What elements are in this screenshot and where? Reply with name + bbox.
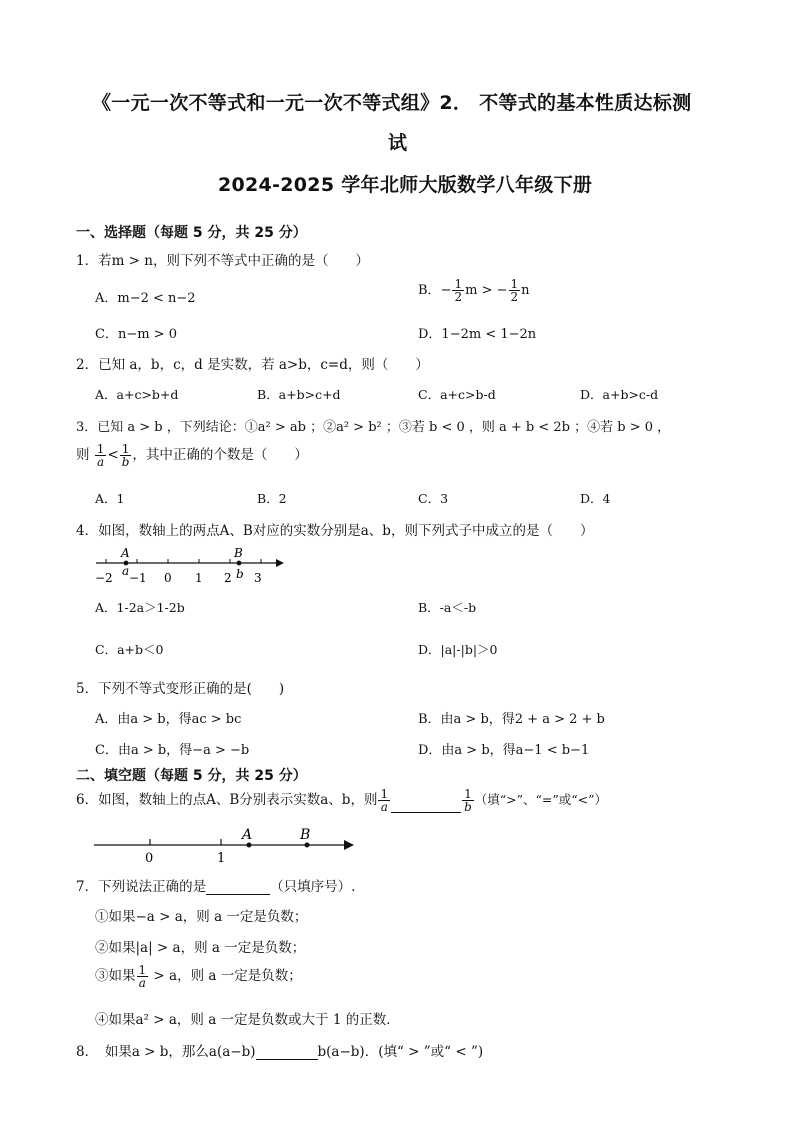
tick-label: 3 — [254, 571, 262, 585]
point-a-label: A — [242, 827, 253, 843]
question-5-option-c[interactable]: C．由a > b，得−a > −b — [95, 743, 250, 758]
tick-label: 1 — [217, 851, 226, 866]
question-4-stem: 4．如图，数轴上的两点A、B对应的实数分别是a、b，则下列式子中成立的是（ ） — [76, 523, 594, 539]
question-3-stem-line2: 则 $\frac{1}{a}$ < $\frac{1}{b}$ ，其中正确的个数是（ ） — [76, 442, 308, 469]
question-4-option-b[interactable]: B．-a＜-b — [418, 600, 477, 615]
question-1-option-b[interactable]: B．− $\frac{1}{2}$ m > − $\frac{1}{2}$ n — [418, 277, 530, 304]
question-3-stem: 3．已知 a > b ，下列结论：①a² > ab ；②a² > b² ；③若 b < 0 ，则 a + b < 2b ；④若 b > 0 ， — [76, 420, 671, 435]
point-b-dot — [237, 561, 242, 566]
page-title-line3: 2024-2025 学年北师大版数学八年级下册 — [218, 174, 593, 196]
number-line-q6 — [90, 824, 360, 866]
question-5-stem: 5．下列不等式变形正确的是( ) — [76, 681, 285, 697]
question-6-stem: 6．如图，数轴上的点A、B分别表示实数a、b，则 $\frac{1}{a}$ $\frac{1}{b}$ （填“>”、“=”或“<”） — [76, 787, 607, 814]
tick-label: 1 — [195, 571, 203, 585]
page-title-line2: 试 — [388, 132, 408, 154]
question-4-option-d[interactable]: D．|a|-|b|＞0 — [418, 642, 498, 657]
question-1-option-c[interactable]: C．n−m > 0 — [95, 327, 177, 342]
question-4-option-a[interactable]: A．1-2a＞1-2b — [95, 600, 185, 615]
question-1-option-d[interactable]: D．1−2m < 1−2n — [418, 327, 537, 342]
point-a-dot — [247, 843, 252, 848]
fraction-1-over-a: $\frac{1}{a}$ — [380, 787, 389, 814]
point-b-label: B — [300, 827, 311, 843]
fraction-1-over-a: $\frac{1}{a}$ — [138, 963, 147, 990]
question-3-option-d[interactable]: D．4 — [580, 491, 611, 506]
answer-blank-q8[interactable] — [256, 1045, 318, 1060]
axis-arrow-icon — [344, 840, 354, 850]
question-7-statement-1: ①如果−a > a，则 a 一定是负数； — [95, 909, 308, 925]
question-3-option-a[interactable]: A．1 — [95, 491, 125, 506]
tick-label: 2 — [224, 571, 232, 585]
point-b-label: B — [234, 546, 243, 560]
question-7-statement-4: ④如果a² > a，则 a 一定是负数或大于 1 的正数． — [95, 1012, 400, 1028]
question-7-stem: 7．下列说法正确的是 （只填序号）. — [76, 879, 356, 895]
fraction-half: $\frac{1}{2}$ — [510, 277, 519, 304]
question-1-option-a[interactable]: A．m−2 < n−2 — [95, 291, 196, 306]
section-title-fill: 二、填空题（每题 5 分，共 25 分） — [76, 768, 307, 784]
point-b-dot — [305, 843, 310, 848]
point-a-label: A — [121, 546, 130, 560]
tick-label: 0 — [164, 571, 172, 585]
question-5-option-a[interactable]: A．由a > b，得ac > bc — [95, 712, 242, 727]
question-8-stem: 8． 如果a > b，那么a(a−b) b(a−b)．(填“ > ”或“ < ”) — [76, 1044, 484, 1060]
question-4-option-c[interactable]: C．a+b＜0 — [95, 642, 164, 657]
tick-label: −2 — [95, 571, 113, 585]
question-7-statement-3: ③如果 $\frac{1}{a}$ > a，则 a 一定是负数； — [95, 963, 302, 990]
question-2-option-c[interactable]: C．a+c>b-d — [418, 387, 496, 402]
point-a-value: a — [122, 564, 130, 578]
tick-label: −1 — [129, 571, 147, 585]
question-3-option-c[interactable]: C．3 — [418, 491, 449, 506]
fraction-1-over-b: $\frac{1}{b}$ — [121, 442, 130, 469]
question-2-option-a[interactable]: A．a+c>b+d — [95, 387, 179, 402]
axis-arrow-icon — [276, 559, 284, 567]
answer-blank-q6[interactable] — [391, 812, 461, 813]
fraction-1-over-b: $\frac{1}{b}$ — [464, 787, 472, 814]
fraction-1-over-a: $\frac{1}{a}$ — [96, 442, 105, 469]
question-5-option-b[interactable]: B．由a > b，得2 + a > 2 + b — [418, 712, 605, 727]
section-title-choice: 一、选择题（每题 5 分，共 25 分） — [76, 225, 307, 241]
question-5-option-d[interactable]: D．由a > b，得a−1 < b−1 — [418, 743, 590, 758]
answer-blank-q7[interactable] — [206, 880, 270, 895]
point-b-value: b — [236, 567, 244, 581]
tick-label: 0 — [145, 851, 154, 866]
page-title-line1: 《一元一次不等式和一元一次不等式组》2． 不等式的基本性质达标测 — [92, 92, 692, 114]
fraction-half: $\frac{1}{2}$ — [454, 277, 463, 304]
question-3-option-b[interactable]: B．2 — [257, 491, 287, 506]
question-2-stem: 2．已知 a，b，c，d 是实数，若 a>b，c=d，则（ ） — [76, 357, 429, 373]
question-2-option-d[interactable]: D．a+b>c-d — [580, 387, 659, 402]
question-1-stem: 1．若m > n，则下列不等式中正确的是（ ） — [76, 253, 369, 269]
question-7-statement-2: ②如果|a| > a，则 a 一定是负数； — [95, 940, 306, 956]
number-line-q4 — [90, 544, 290, 588]
question-2-option-b[interactable]: B．a+b>c+d — [257, 387, 341, 402]
option-b-prefix: B． — [418, 283, 441, 298]
